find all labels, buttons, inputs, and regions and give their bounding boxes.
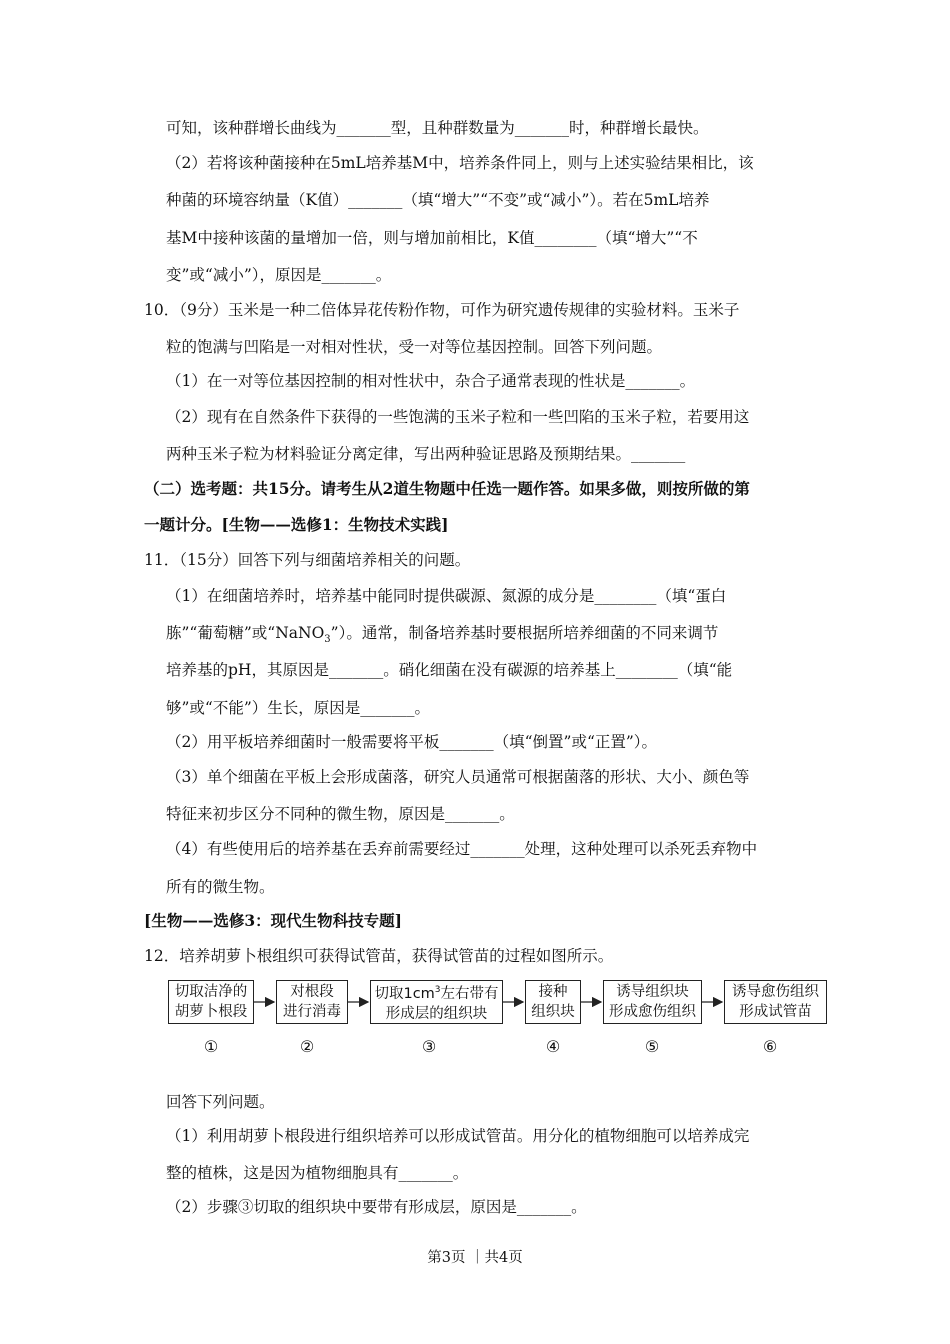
flow-number-2: ② [299, 1037, 315, 1056]
flow-step-3: 切取$1cm^3$左右带有 形成层的组织块 [370, 980, 503, 1024]
q10-line-4: （2）现有在自然条件下获得的一些饱满的玉米子粒和一些凹陷的玉米子粒，若要用这 [166, 408, 750, 426]
q9-line-3: 种菌的环境容纳量（K值）_______（填“增大”“不变”或“减小”）。若在5mL培养 [166, 191, 710, 209]
q10-line-5: 两种玉米子粒为材料验证分离定律，写出两种验证思路及预期结果。_______ [166, 445, 686, 463]
q12-line-3: （1）利用胡萝卜根段进行组织培养可以形成试管苗。用分化的植物细胞可以培养成完 [166, 1127, 750, 1145]
q10-line-1: 10．（9分）玉米是一种二倍体异花传粉作物，可作为研究遗传规律的实验材料。玉米子 [144, 301, 740, 319]
q9-line-1: 可知，该种群增长曲线为_______型，且种群数量为_______时，种群增长最快。 [166, 119, 709, 137]
q11-line-6: （2）用平板培养细菌时一般需要将平板_______（填“倒置”或“正置”）。 [166, 733, 658, 751]
q9-line-5: 变”或“减小”），原因是_______。 [166, 266, 392, 284]
flow-number-4: ④ [545, 1037, 561, 1056]
flow-step-1: 切取洁净的 胡萝卜根段 [168, 980, 254, 1024]
section3-header: [生物——选修3：现代生物科技专题] [144, 911, 402, 930]
flow-number-3: ③ [421, 1037, 437, 1056]
q11-line-2: （1）在细菌培养时，培养基中能同时提供碳源、氮源的成分是________（填“蛋白 [166, 587, 727, 605]
flow-number-6: ⑥ [762, 1037, 778, 1056]
q9-line-4: 基M中接种该菌的量增加一倍，则与增加前相比，K值________（填“增大”“不 [166, 229, 698, 247]
q11-line-7: （3）单个细菌在平板上会形成菌落，研究人员通常可根据菌落的形状、大小、颜色等 [166, 768, 750, 786]
q12-line-1: 12．培养胡萝卜根组织可获得试管苗，获得试管苗的过程如图所示。 [144, 947, 614, 965]
q11-line-4: 培养基的pH，其原因是_______。硝化细菌在没有碳源的培养基上________（填“能 [166, 661, 733, 679]
flow-step-4: 接种 组织块 [525, 980, 581, 1024]
q10-line-2: 粒的饱满与凹陷是一对相对性状，受一对等位基因控制。回答下列问题。 [166, 338, 663, 356]
q11-line-3: 胨”“葡萄糖”或“NaNO$_3$”）。通常，制备培养基时要根据所培养细菌的不同来调节 [166, 624, 719, 646]
flow-step-5: 诱导组织块 形成愈伤组织 [603, 980, 702, 1024]
q11-line-10: 所有的微生物。 [166, 878, 275, 896]
q12-line-5: （2）步骤③切取的组织块中要带有形成层，原因是_______。 [166, 1198, 587, 1216]
page-footer: 第3页 ｜共4页 [427, 1250, 523, 1266]
flow-step-2: 对根段 进行消毒 [276, 980, 348, 1024]
q11-line-8: 特征来初步区分不同种的微生物，原因是_______。 [166, 805, 515, 823]
q12-line-4: 整的植株，这是因为植物细胞具有_______。 [166, 1164, 469, 1182]
q11-line-5: 够”或“不能”）生长，原因是_______。 [166, 699, 431, 717]
flow-number-1: ① [203, 1037, 219, 1056]
section2-line-1: （二）选考题：共15分。请考生从2道生物题中任选一题作答。如果多做，则按所做的第 [144, 479, 750, 498]
q9-line-2: （2）若将该种菌接种在5mL培养基M中，培养条件同上，则与上述实验结果相比，该 [166, 154, 754, 172]
flow-number-5: ⑤ [644, 1037, 660, 1056]
section2-line-2: 一题计分。[生物——选修1：生物技术实践] [144, 515, 449, 534]
q10-line-3: （1）在一对等位基因控制的相对性状中，杂合子通常表现的性状是_______。 [166, 372, 696, 390]
q11-line-9: （4）有些使用后的培养基在丢弃前需要经过_______处理，这种处理可以杀死丢弃物中 [166, 840, 758, 858]
q11-line-1: 11．（15分）回答下列与细菌培养相关的问题。 [144, 551, 471, 569]
q12-line-2: 回答下列问题。 [166, 1093, 275, 1111]
flow-step-6: 诱导愈伤组织 形成试管苗 [724, 980, 827, 1024]
